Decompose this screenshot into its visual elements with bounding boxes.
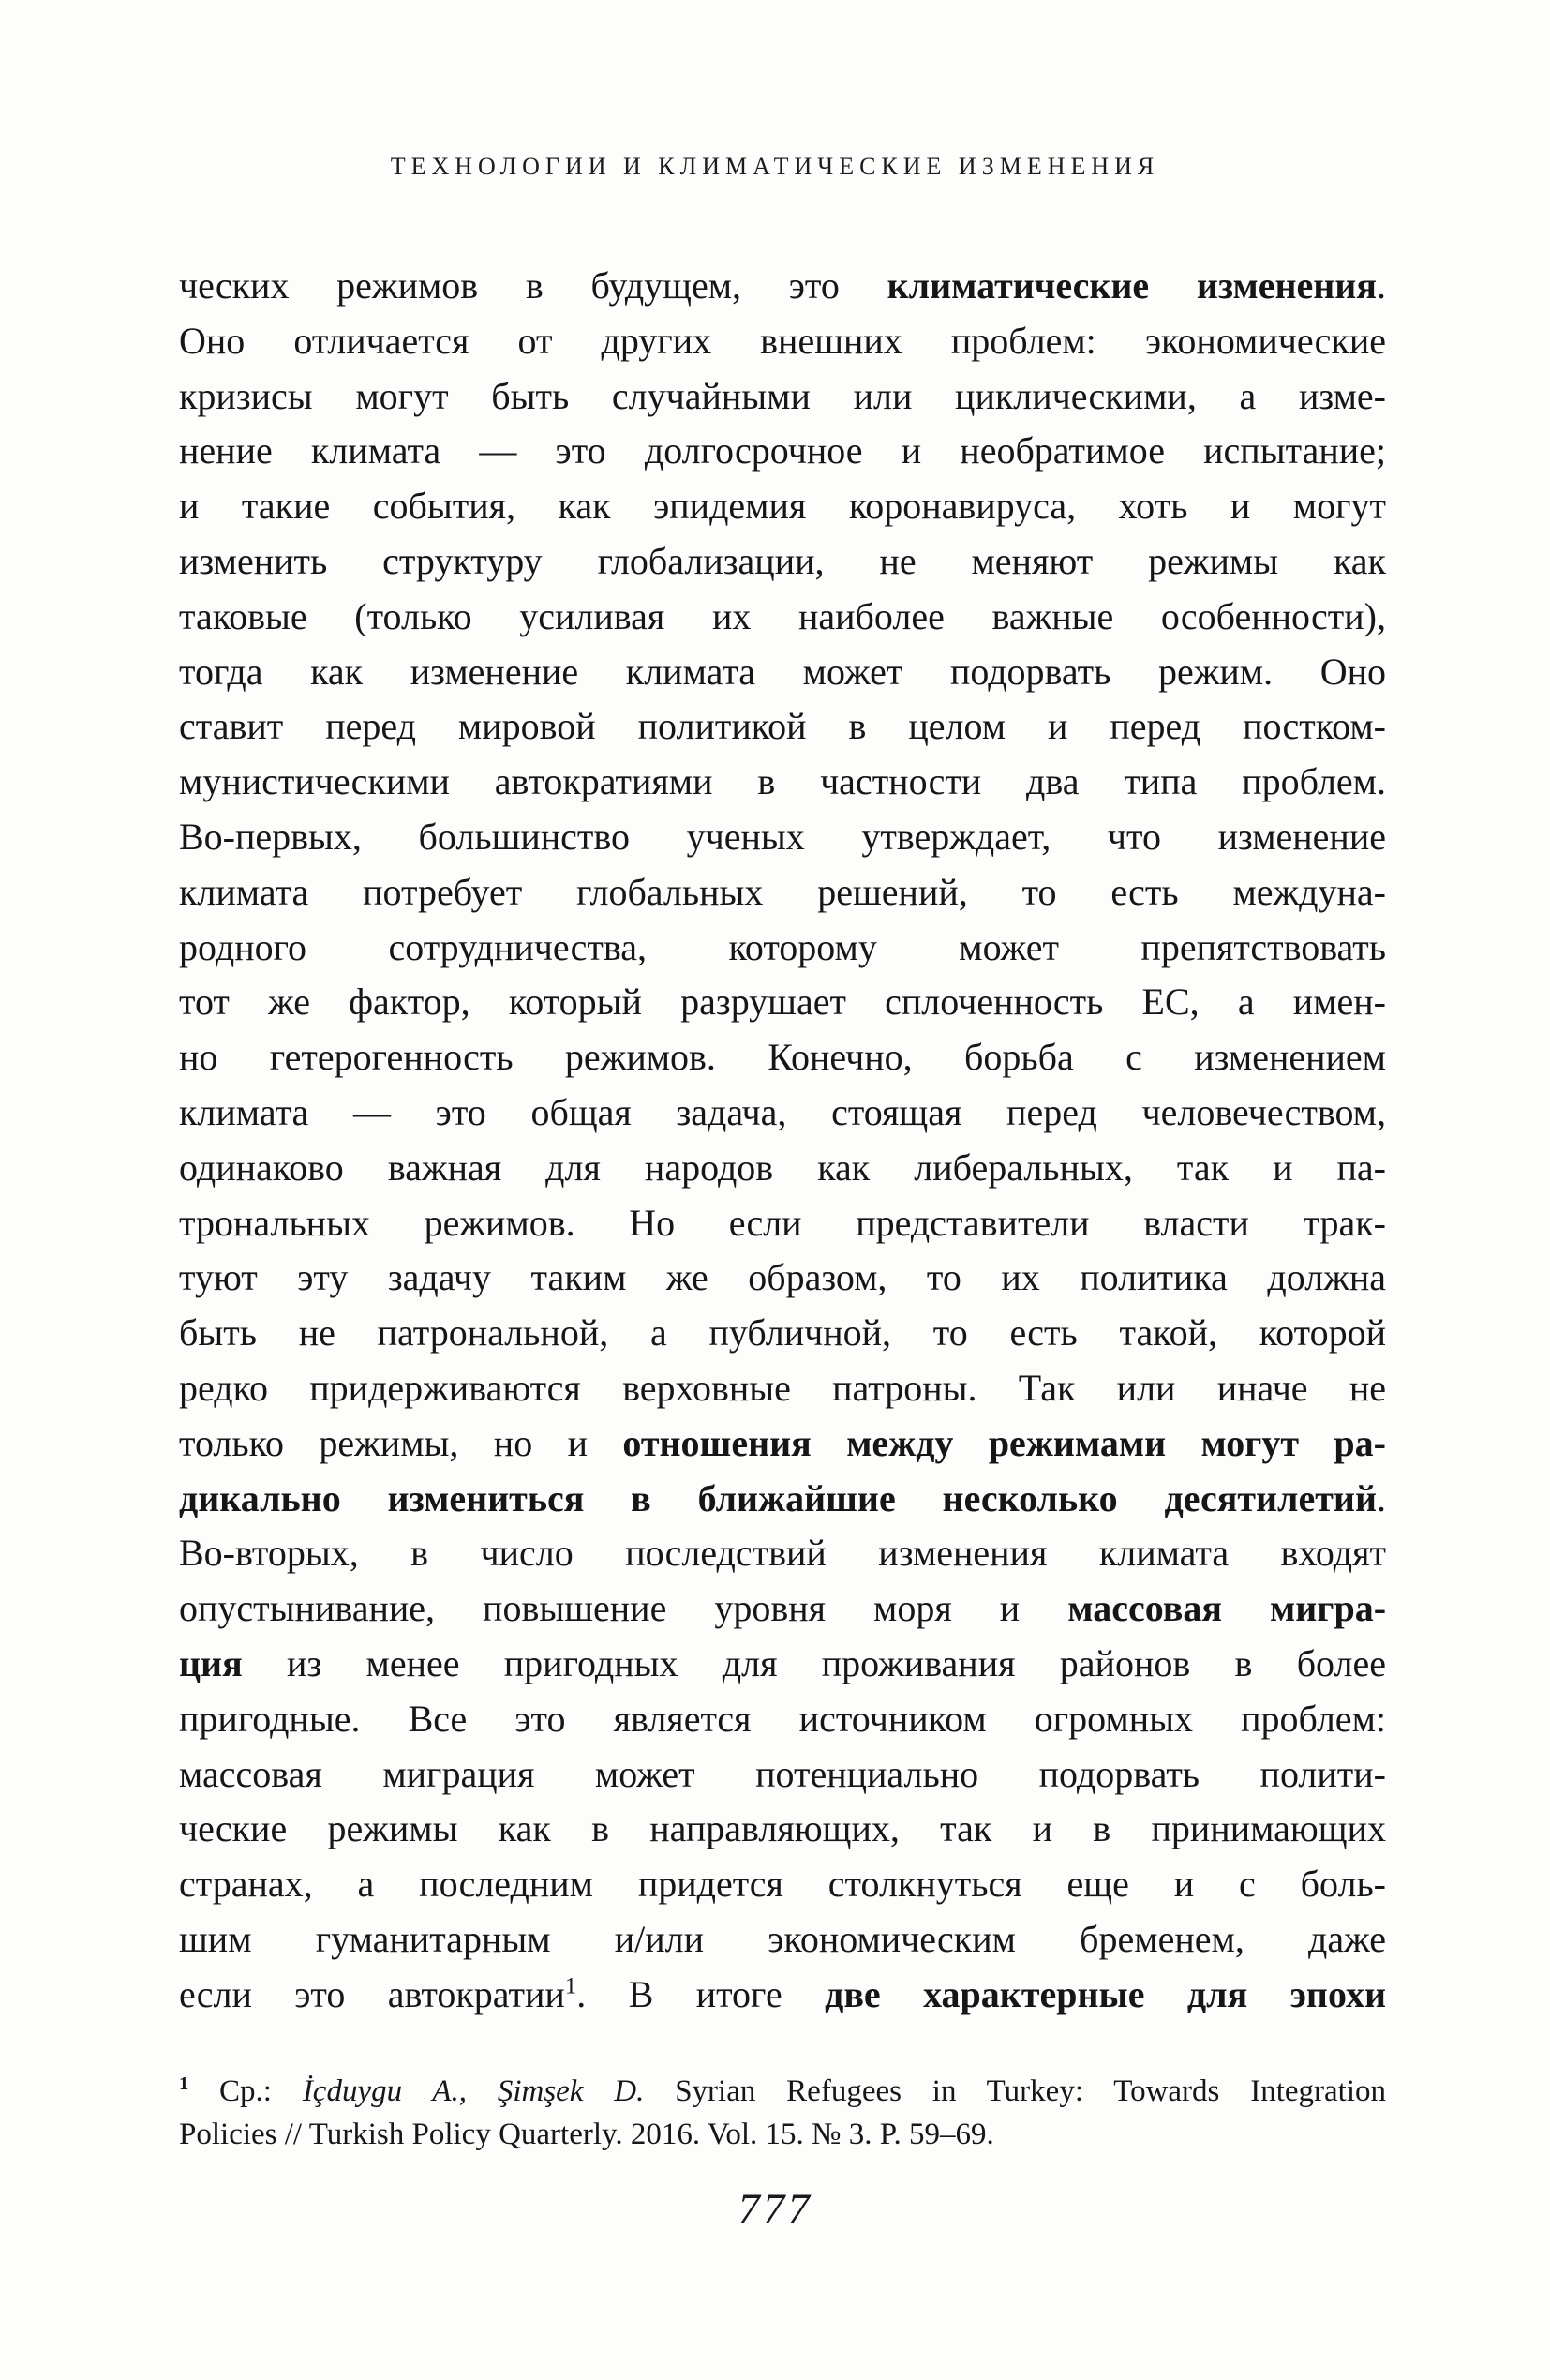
text-line: дикально измениться в ближайшие несколько десятилетий. [179, 1476, 1386, 1519]
body-text [179, 259, 1386, 2023]
text-line: климата — это общая задача, стоящая перед человечеством, [179, 1090, 1386, 1133]
text-line: и такие события, как эпидемия коронавируса, хоть и могут [179, 485, 1386, 528]
text-line: ческих режимов в будущем, это климатические изменения. [179, 264, 1386, 307]
running-header: ТЕХНОЛОГИИ И КЛИМАТИЧЕСКИЕ ИЗМЕНЕНИЯ [390, 153, 1160, 180]
text-line: нение климата — это долгосрочное и необратимое испытание; [179, 429, 1386, 472]
text-line: климата потребует глобальных решений, то есть междуна- [179, 870, 1386, 913]
text-line: ция из менее пригодных для проживания районов в более [179, 1641, 1386, 1684]
text-line: одинаково важная для народов как либеральных, так и па- [179, 1145, 1386, 1189]
text-line: опустынивание, повышение уровня моря и массовая мигра- [179, 1587, 1387, 1630]
text-line: если это автократии$^1$. В итоге две характерные для эпохи [179, 1972, 1387, 2015]
text-line: родного сотрудничества, которому может препятствовать [179, 925, 1386, 968]
text-line: изменить структуру глобализации, не меняют режимы как [179, 539, 1386, 582]
text-line: редко придерживаются верховные патроны. Так или иначе не [179, 1366, 1386, 1409]
text-line: ставит перед мировой политикой в целом и перед постком- [179, 705, 1386, 748]
text-line: таковые (только усиливая их наиболее важные особенности), [179, 594, 1386, 637]
text-line: массовая миграция может потенциально подорвать полити- [179, 1752, 1386, 1795]
text-line: трональных режимов. Но если представители власти трак- [179, 1201, 1386, 1244]
text-line: тогда как изменение климата может подорвать режим. Оно [179, 650, 1386, 693]
text-line: шим гуманитарным и/или экономическим бременем, даже [179, 1917, 1386, 1960]
footnote-text [179, 2070, 1386, 2156]
text-line: ческие режимы как в направляющих, так и в принимающих [179, 1807, 1386, 1850]
text-line: быть не патрональной, а публичной, то есть такой, которой [179, 1311, 1386, 1355]
text-line: но гетерогенность режимов. Конечно, борьба с изменением [179, 1036, 1386, 1079]
text-line: Во-первых, большинство ученых утверждает, что изменение [179, 815, 1386, 858]
text-line: Policies // Turkish Policy Quarterly. 2016. Vol. 15. № 3. P. 59–69. [179, 2118, 994, 2151]
text-line: странах, а последним придется столкнуться еще и с боль- [179, 1863, 1386, 1906]
text-line: Оно отличается от других внешних проблем: экономические [179, 319, 1386, 362]
text-line: кризисы могут быть случайными или циклическими, а изме- [179, 374, 1386, 417]
text-line: Во-вторых, в число последствий изменения климата входят [179, 1532, 1386, 1575]
text-line: только режимы, но и отношения между режимами могут ра- [179, 1421, 1386, 1464]
text-line: пригодные. Все это является источником огромных проблем: [179, 1697, 1386, 1740]
text-line: тот же фактор, который разрушает сплоченность ЕС, а имен- [179, 980, 1386, 1024]
text-line: мунистическими автократиями в частности два типа проблем. [179, 760, 1386, 803]
text-line: $^1$ Ср.: İçduygu A., Şimşek D. Syrian Refugees in Turkey: Towards Integration [179, 2073, 1386, 2108]
text-line: туют эту задачу таким же образом, то их политика должна [179, 1256, 1386, 1299]
page-number: 777 [738, 2185, 812, 2234]
